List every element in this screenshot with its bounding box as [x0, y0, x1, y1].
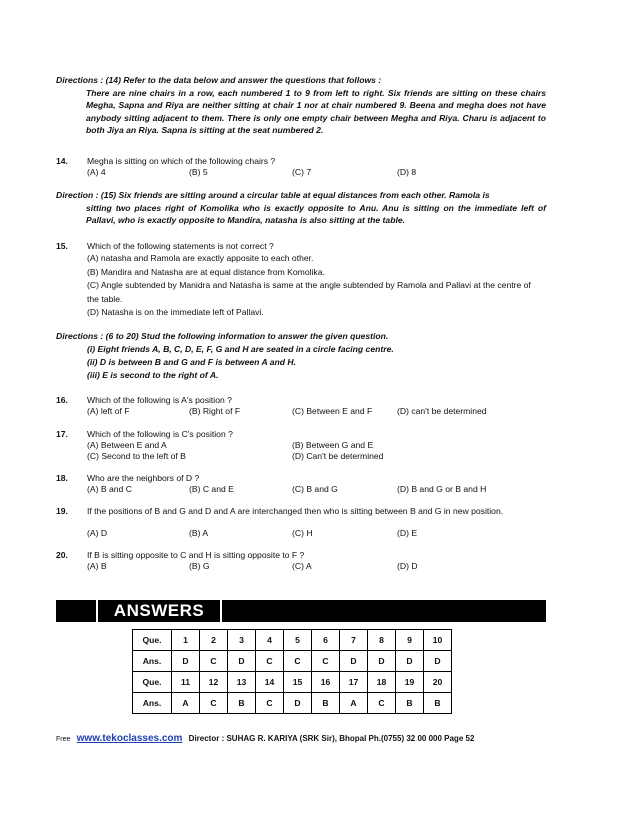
question-18-number: 18.: [56, 473, 68, 483]
table-cell: C: [200, 693, 228, 714]
page-footer: [56, 733, 474, 745]
question-14-option-a: (A) 4: [87, 167, 106, 177]
question-19-text: If the positions of B and G and D and A are interchanged then who is sitting between B and G in new position.: [87, 506, 504, 516]
table-cell: C: [256, 693, 284, 714]
question-14-option-c: (C) 7: [292, 167, 312, 177]
question-15-option-a: (A) natasha and Ramola are exactly apposite to each other.: [87, 253, 314, 263]
directions-14-body: There are nine chairs in a row, each numbered 1 to 9 from left to right. Six friends are sitting on these chairs Megha, Sapna and Riya are neither sitting at chair 1 nor at chair numbered 9. Beena and megha does not have anybody sitting adjacent to them. There is only one empty chair between Megha and Riya. Charu is adjacent to both Jiya an Riya. Sapna is sitting at the seat numbered 2.: [86, 87, 546, 136]
question-17-option-d: (D) Can't be determined: [292, 451, 384, 461]
question-14-text: Megha is sitting on which of the following chairs ?: [87, 156, 276, 166]
answers-title: ANSWERS: [96, 600, 222, 622]
footer-director-info: Director : SUHAG R. KARIYA (SRK Sir), Bhopal Ph.(0755) 32 00 000 Page 52: [188, 734, 475, 743]
question-16-text: Which of the following is A's position ?: [87, 395, 232, 405]
question-16-option-d: (D) can't be determined: [397, 406, 487, 416]
question-17-number: 17.: [56, 429, 68, 439]
table-cell: Que.: [133, 630, 172, 651]
table-cell: 16: [312, 672, 340, 693]
table-cell: 11: [172, 672, 200, 693]
table-cell: B: [312, 693, 340, 714]
table-row: [133, 693, 452, 714]
question-14-option-b: (B) 5: [189, 167, 208, 177]
table-cell: C: [368, 693, 396, 714]
info-line-3: (iii) E is second to the right of A.: [87, 369, 219, 380]
question-15-text: Which of the following statements is not correct ?: [87, 241, 274, 251]
question-18-text: Who are the neighbors of D ?: [87, 473, 200, 483]
table-cell: B: [396, 693, 424, 714]
table-cell: Ans.: [133, 651, 172, 672]
table-cell: 10: [424, 630, 452, 651]
table-cell: 19: [396, 672, 424, 693]
question-20-option-a: (A) B: [87, 561, 107, 571]
table-cell: C: [312, 651, 340, 672]
directions-15-lead: Direction : (15) Six friends are sitting around a circular table at equal distances from each other. Ramola is: [56, 190, 490, 200]
table-cell: D: [396, 651, 424, 672]
question-20-number: 20.: [56, 550, 68, 560]
table-cell: C: [284, 651, 312, 672]
table-cell: D: [424, 651, 452, 672]
table-cell: 15: [284, 672, 312, 693]
table-cell: 13: [228, 672, 256, 693]
table-cell: D: [284, 693, 312, 714]
question-17-option-a: (A) Between E and A: [87, 440, 167, 450]
question-16-option-c: (C) Between E and F: [292, 406, 373, 416]
table-cell: 9: [396, 630, 424, 651]
table-cell: D: [340, 651, 368, 672]
question-14-option-d: (D) 8: [397, 167, 417, 177]
table-cell: 14: [256, 672, 284, 693]
table-cell: Ans.: [133, 693, 172, 714]
question-20-option-d: (D) D: [397, 561, 418, 571]
question-17-option-c: (C) Second to the left of B: [87, 451, 186, 461]
directions-15: [56, 189, 546, 227]
question-20-text: If B is sitting opposite to C and H is sitting opposite to F ?: [87, 550, 305, 560]
info-line-1: (i) Eight friends A, B, C, D, E, F, G and H are seated in a circle facing centre.: [87, 344, 394, 354]
question-16-number: 16.: [56, 395, 68, 405]
question-14-number: 14.: [56, 156, 68, 166]
table-cell: 6: [312, 630, 340, 651]
directions-16-20-info: [87, 343, 394, 381]
table-cell: C: [256, 651, 284, 672]
question-18-option-a: (A) B and C: [87, 484, 132, 494]
table-row: [133, 651, 452, 672]
table-row: [133, 630, 452, 651]
table-cell: 3: [228, 630, 256, 651]
question-18-option-d: (D) B and G or B and H: [397, 484, 487, 494]
directions-14-lead: Directions : (14) Refer to the data below and answer the questions that follows :: [56, 75, 382, 85]
question-15-option-c: (C) Angle subtended by Manidra and Natasha is same at the angle subtended by Ramola and Pallavi at the centre of the table.: [87, 280, 531, 304]
question-20-option-b: (B) G: [189, 561, 210, 571]
table-cell: 4: [256, 630, 284, 651]
table-cell: C: [200, 651, 228, 672]
table-cell: 20: [424, 672, 452, 693]
directions-16-20-lead: Directions : (6 to 20) Stud the following information to answer the given question.: [56, 331, 389, 341]
table-cell: 7: [340, 630, 368, 651]
question-19-option-d: (D) E: [397, 528, 418, 538]
table-cell: 12: [200, 672, 228, 693]
table-cell: D: [228, 651, 256, 672]
question-19-number: 19.: [56, 506, 68, 516]
question-15-option-b: (B) Mandira and Natasha are at equal distance from Komolika.: [87, 266, 325, 277]
question-19-option-a: (A) D: [87, 528, 108, 538]
question-16-option-a: (A) left of F: [87, 406, 130, 416]
table-cell: D: [172, 651, 200, 672]
table-cell: Que.: [133, 672, 172, 693]
table-cell: B: [228, 693, 256, 714]
question-15-option-d: (D) Natasha is on the immediate left of Pallavi.: [87, 307, 264, 318]
question-20-option-c: (C) A: [292, 561, 312, 571]
table-cell: D: [368, 651, 396, 672]
directions-14: [56, 74, 546, 137]
question-15-number: 15.: [56, 241, 68, 251]
table-cell: A: [340, 693, 368, 714]
footer-website-link[interactable]: www.tekoclasses.com: [76, 733, 183, 744]
table-cell: 2: [200, 630, 228, 651]
table-cell: 17: [340, 672, 368, 693]
info-line-2: (ii) D is between B and G and F is between A and H.: [87, 356, 296, 367]
table-cell: B: [424, 693, 452, 714]
footer-free-label: Free: [56, 736, 71, 743]
question-17-option-b: (B) Between G and E: [292, 440, 374, 450]
question-18-option-c: (C) B and G: [292, 484, 338, 494]
question-19-option-c: (C) H: [292, 528, 313, 538]
table-cell: 5: [284, 630, 312, 651]
answers-table: [132, 629, 452, 714]
directions-15-body: sitting two places right of Komolika who is exactly opposite to Anu. Anu is sitting on the immediate left of Pallavi, who is exactly opposite to Mandira, natasha is also sitting at the table.: [86, 202, 546, 226]
table-cell: A: [172, 693, 200, 714]
table-cell: 8: [368, 630, 396, 651]
table-row: [133, 672, 452, 693]
question-16-option-b: (B) Right of F: [189, 406, 241, 416]
table-cell: 18: [368, 672, 396, 693]
question-15-options: [87, 252, 544, 320]
table-cell: 1: [172, 630, 200, 651]
question-19-option-b: (B) A: [189, 528, 209, 538]
question-18-option-b: (B) C and E: [189, 484, 234, 494]
question-17-text: Which of the following is C's position ?: [87, 429, 233, 439]
